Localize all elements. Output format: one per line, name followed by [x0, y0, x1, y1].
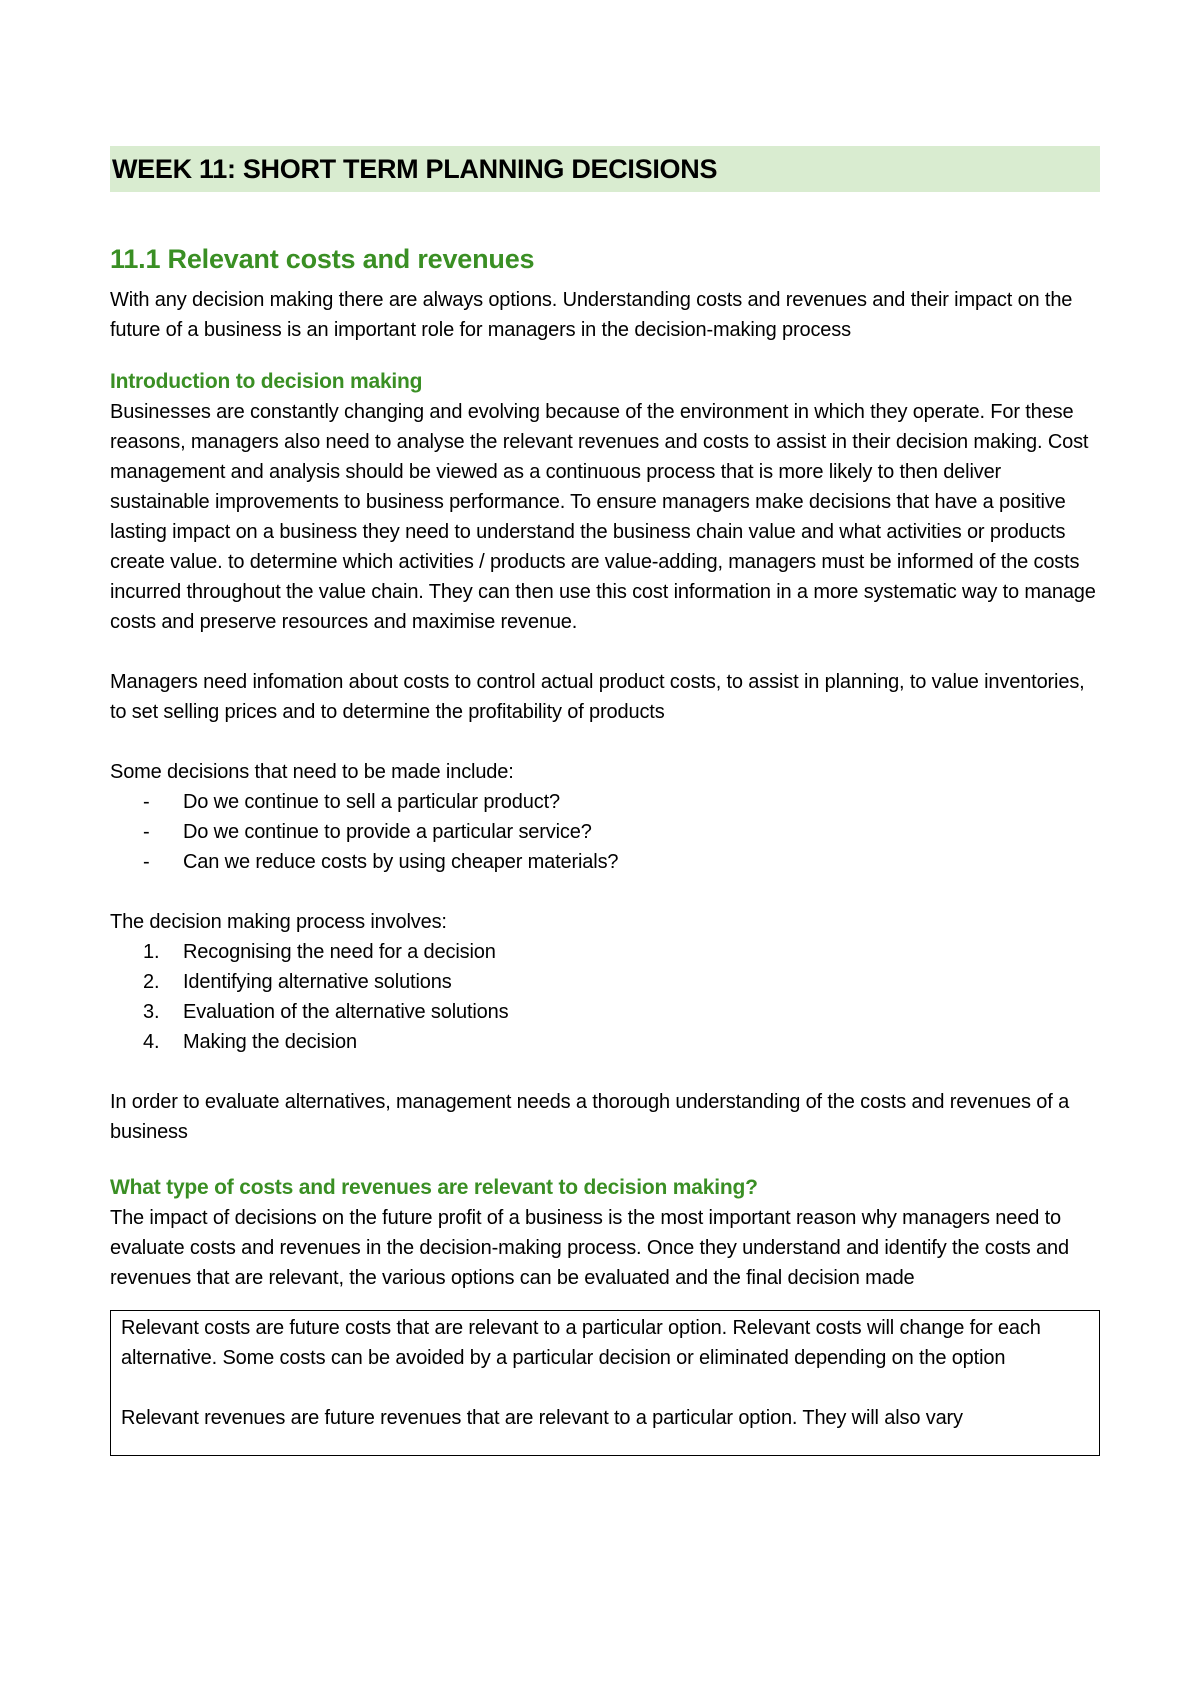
number-marker: 4.: [143, 1031, 160, 1053]
dash-marker: -: [143, 851, 150, 873]
relevant-costs-definition: Relevant costs are future costs that are relevant to a particular option. Relevant costs will change for each alternative. Some costs can be avoided by a particular decision or eliminated depending on the option: [121, 1317, 1041, 1369]
dash-marker: -: [143, 821, 150, 843]
process-steps-list: [110, 937, 1100, 1057]
definition-box: [110, 1310, 1100, 1456]
list-item-text: Making the decision: [183, 1031, 357, 1053]
intro-decision-paragraph: Businesses are constantly changing and evolving because of the environment in which they operate. For these reasons, managers also need to analyse the relevant revenues and costs to assist in their decision making. Cost management and analysis should be viewed as a continuous process that is more likely to then deliver sustainable improvements to business performance. To ensure managers make decisions that have a positive lasting impact on a business they need to understand the business chain value and what activities or products create value. to determine which activities / products are value-adding, managers must be informed of the costs incurred throughout the value chain. They can then use this cost information in a more systematic way to manage costs and preserve resources and maximise revenue.: [110, 401, 1096, 633]
list-item-text: Do we continue to sell a particular product?: [183, 791, 560, 813]
document-content: [110, 146, 1100, 1456]
list-item-text: Recognising the need for a decision: [183, 941, 496, 963]
list-item: [110, 847, 1100, 877]
list-item: [110, 1027, 1100, 1057]
relevance-heading: What type of costs and revenues are relevant to decision making?: [110, 1176, 758, 1199]
relevant-revenues-definition: Relevant revenues are future revenues that are relevant to a particular option. They will also vary: [121, 1407, 963, 1429]
decisions-list: [110, 787, 1100, 877]
dash-marker: -: [143, 791, 150, 813]
list-item: [110, 787, 1100, 817]
section-intro-paragraph: With any decision making there are always options. Understanding costs and revenues and their impact on the future of a business is an important role for managers in the decision-making process: [110, 289, 1073, 341]
relevance-paragraph: The impact of decisions on the future profit of a business is the most important reason why managers need to evaluate costs and revenues in the decision-making process. Once they understand and identify the costs and revenues that are relevant, the various options can be evaluated and the final decision made: [110, 1207, 1069, 1289]
list-item-text: Evaluation of the alternative solutions: [183, 1001, 509, 1023]
list-item: [110, 937, 1100, 967]
decisions-lead-text: Some decisions that need to be made include:: [110, 761, 514, 783]
list-item: [110, 997, 1100, 1027]
evaluate-alternatives-paragraph: In order to evaluate alternatives, management needs a thorough understanding of the costs and revenues of a business: [110, 1091, 1070, 1143]
number-marker: 2.: [143, 971, 160, 993]
section-heading: 11.1 Relevant costs and revenues: [110, 244, 535, 274]
list-item: [110, 967, 1100, 997]
list-item-text: Identifying alternative solutions: [183, 971, 452, 993]
week-title: WEEK 11: SHORT TERM PLANNING DECISIONS: [110, 146, 1100, 192]
information-paragraph: Managers need infomation about costs to control actual product costs, to assist in planning, to value inventories, to set selling prices and to determine the profitability of products: [110, 671, 1085, 723]
list-item: [110, 817, 1100, 847]
number-marker: 1.: [143, 941, 160, 963]
process-lead-text: The decision making process involves:: [110, 911, 447, 933]
list-item-text: Can we reduce costs by using cheaper materials?: [183, 851, 619, 873]
list-item-text: Do we continue to provide a particular service?: [183, 821, 592, 843]
number-marker: 3.: [143, 1001, 160, 1023]
intro-decision-heading: Introduction to decision making: [110, 370, 423, 393]
